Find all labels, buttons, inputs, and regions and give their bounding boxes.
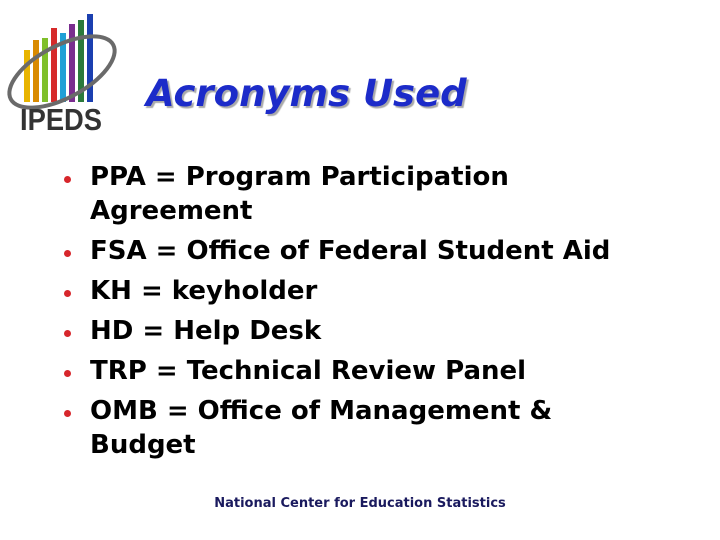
list-item [62, 394, 560, 462]
logo-text: IPEDS [20, 102, 102, 137]
logo-bar-green [42, 38, 48, 102]
list-item [62, 160, 560, 228]
logo-bar-purple [69, 24, 75, 102]
footer-text: National Center for Education Statistics [214, 496, 506, 511]
list-item-text: FSA = Office of Federal Student Aid [90, 236, 611, 266]
bullet-icon [64, 330, 71, 337]
list-item [62, 274, 702, 308]
slide-title: Acronyms Used [146, 72, 467, 115]
list-item [62, 234, 702, 268]
list-item-text: PPA = Program Participation Agreement [90, 162, 509, 226]
list-item [62, 314, 702, 348]
bullet-icon [64, 290, 71, 297]
logo-bar-yellow [24, 50, 30, 102]
acronym-list [62, 160, 702, 468]
list-item-text: OMB = Office of Management & Budget [90, 396, 553, 460]
list-item-text: KH = keyholder [90, 276, 318, 306]
list-item-text: TRP = Technical Review Panel [90, 356, 527, 386]
list-item [62, 354, 702, 388]
bullet-icon [64, 250, 71, 257]
list-item-text: HD = Help Desk [90, 316, 322, 346]
bullet-icon [64, 410, 71, 417]
bullet-icon [64, 176, 71, 183]
logo-bar-red [51, 28, 57, 102]
logo-bar-orange [33, 40, 39, 102]
bullet-icon [64, 370, 71, 377]
ipeds-logo [0, 0, 135, 140]
